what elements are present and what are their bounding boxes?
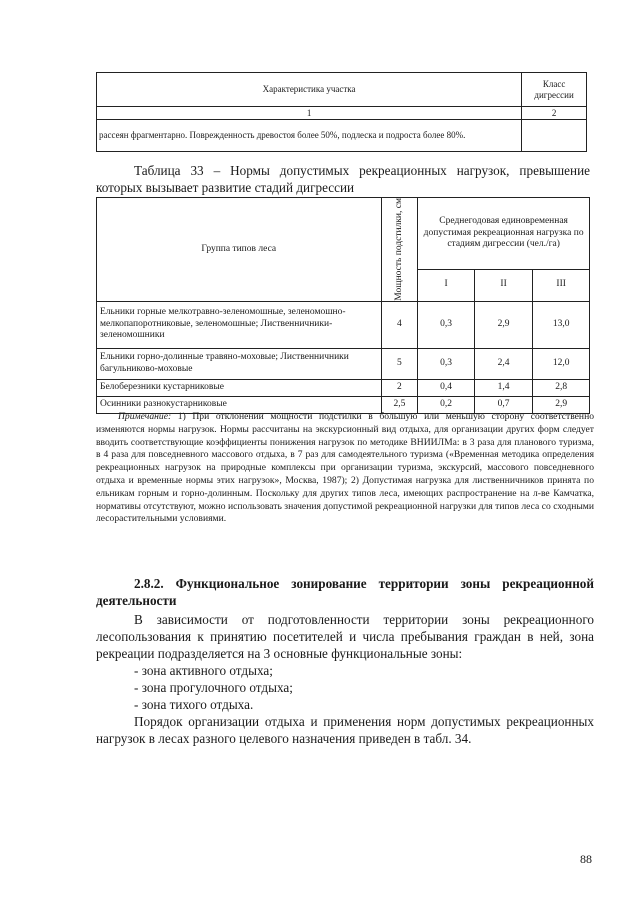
cell-stage-3: 13,0 (533, 301, 590, 348)
header-characteristic: Характеристика участка (97, 73, 522, 107)
cell-thickness: 5 (381, 348, 418, 379)
header-forest-group: Группа типов леса (97, 198, 382, 302)
list-item: - зона тихого отдыха. (134, 697, 254, 712)
header-class: Класс дигрессии (522, 73, 587, 107)
section-heading: 2.8.2. Функциональное зонирование территории зоны рекреационной деятельности (96, 576, 594, 608)
header-stage-2: II (474, 269, 533, 301)
table-row (97, 348, 590, 379)
cell-stage-1: 0,3 (418, 301, 475, 348)
cell-forest-group: Осинники разнокустарниковые (97, 396, 382, 413)
page-number: 88 (580, 852, 592, 866)
cell-stage-3: 12,0 (533, 348, 590, 379)
paragraph-order: Порядок организации отдыха и применения норм допустимых рекреационных нагрузок в лесах разного целевого назначения приведен в табл. 34. (96, 714, 594, 746)
header-stage-1: I (418, 269, 475, 301)
table-recreational-loads (96, 197, 590, 414)
table-row (97, 301, 590, 348)
table-continuation (96, 72, 587, 152)
cell-forest-group: Ельники горно-долинные травяно-моховые; Лиственничники багульниково-моховые (97, 348, 382, 379)
cell-stage-1: 0,3 (418, 348, 475, 379)
cell-stage-2: 1,4 (474, 379, 533, 396)
list-item: - зона активного отдыха; (134, 663, 273, 678)
note-text: 1) При отклонении мощности подстилки в большую или меньшую сторону соответственно изменяются нормы нагрузок. Нормы рассчитаны на экскурсионный вид отдыха, для организации других форм следует вводить соответствующие коэффициенты понижения нагрузок по методике ВНИИЛМа: в 3 раза для планового туризма, в 4 раза для повседневного массового отдыха, в 7 раз для самодеятельного туризма («Временная методика определения рекреационных нагрузок на природные комплексы при организации туризма, экскурсий, массового повседневного отдыха и временные нормы этих нагрузок», Москва, 1987); 2) Допустимая нагрузка для лиственничников принята по ельникам горным и горно-долинным. Поскольку для других типов леса, имеющих распространение на л-ве Камчатка, нормативы отсутствуют, можно использовать значения допустимой рекреационной нагрузки для типов леса со сходными лесорастительными условиями. (96, 411, 594, 525)
cell-thickness: 2,5 (381, 396, 418, 413)
header-litter-thickness (381, 198, 418, 302)
cell-stage-2: 2,4 (474, 348, 533, 379)
cell-stage-3: 2,8 (533, 379, 590, 396)
note-label: Примечание: (118, 411, 172, 422)
table-row (97, 379, 590, 396)
column-number-2: 2 (522, 107, 587, 120)
cell-thickness: 2 (381, 379, 418, 396)
table-caption: Таблица 33 – Нормы допустимых рекреационных нагрузок, превышение которых вызывает развитие стадий дигрессии (96, 163, 590, 195)
cell-stage-2: 0,7 (474, 396, 533, 413)
cell-forest-group: Белоберезники кустарниковые (97, 379, 382, 396)
paragraph-zones-intro: В зависимости от подготовленности территории зоны рекреационного лесопользования к принятию посетителей и числа пребывания граждан в ней, зона рекреации подразделяется на 3 основные функциональные зоны: (96, 612, 594, 661)
header-stage-3: III (533, 269, 590, 301)
cell-stage-3: 2,9 (533, 396, 590, 413)
cell-stage-1: 0,4 (418, 379, 475, 396)
row-characteristic-text: рассеян фрагментарно. Поврежденность древостоя более 50%, подлеска и подроста более 80%. (97, 120, 522, 152)
row-class-value (522, 120, 587, 152)
cell-forest-group: Ельники горные мелкотравно-зеленомошные, зеленомошно-мелкопапоротниковые, зеленомошные; Лиственничники-зеленомошники (97, 301, 382, 348)
table-note (96, 411, 594, 526)
header-recreational-load: Среднегодовая единовременная допустимая рекреационная нагрузка по стадиям дигрессии (чел./га) (418, 198, 590, 270)
header-litter-thickness-text: Мощность подстилки, см (393, 198, 404, 301)
cell-stage-2: 2,9 (474, 301, 533, 348)
cell-stage-1: 0,2 (418, 396, 475, 413)
list-item: - зона прогулочного отдыха; (134, 680, 293, 695)
column-number-1: 1 (97, 107, 522, 120)
cell-thickness: 4 (381, 301, 418, 348)
